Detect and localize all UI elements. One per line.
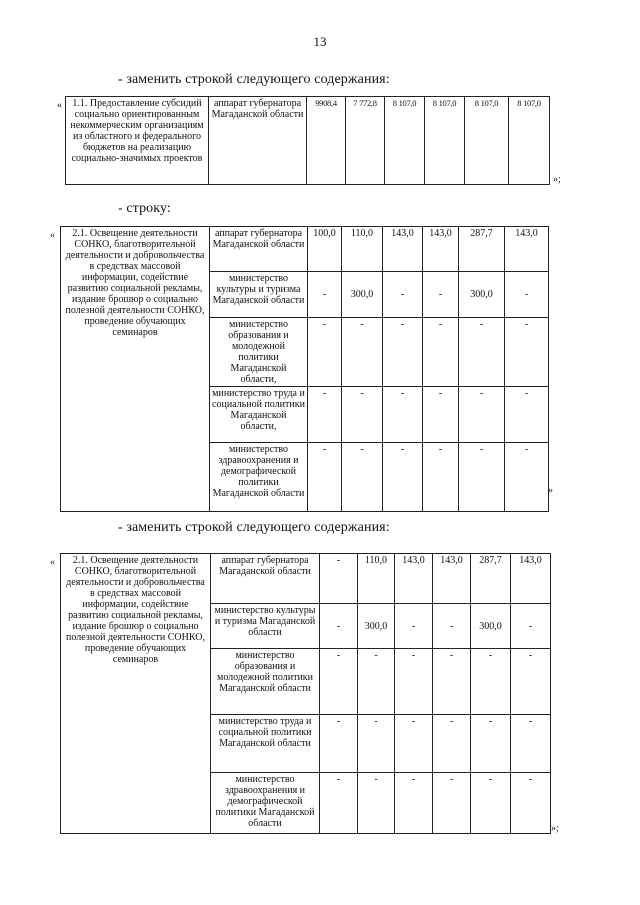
section3-value: - <box>471 649 511 715</box>
section2-value: 143,0 <box>505 227 549 272</box>
section2-value: 143,0 <box>423 227 459 272</box>
section2-value: - <box>308 387 342 443</box>
section3-value: - <box>511 649 551 715</box>
section2-value: - <box>423 387 459 443</box>
section2-description: 2.1. Освещение деятельности СОНКО, благотворительной деятельности и добровольчества в средствах массовой информации, содействие развитию социальной рекламы, издание брошюр о социально полезной деятельности СОНКО, проведение обучающих семинаров <box>61 227 210 512</box>
section2-value: - <box>423 318 459 387</box>
section2-value: 100,0 <box>308 227 342 272</box>
section3-value: - <box>511 604 551 649</box>
section3-close-quote: »; <box>551 823 559 834</box>
section3-value: 143,0 <box>511 554 551 604</box>
section1-value: 8 107,0 <box>385 97 425 185</box>
section3-value: - <box>433 715 471 773</box>
section3-value: - <box>433 604 471 649</box>
section2-executor: министерство труда и социальной политики Магаданской области, <box>210 387 308 443</box>
section3-heading: - заменить строкой следующего содержания: <box>118 520 390 535</box>
section1-value: 8 107,0 <box>425 97 465 185</box>
section2-value: - <box>459 318 505 387</box>
section1-close-quote: »; <box>553 174 561 185</box>
section3-description: 2.1. Освещение деятельности СОНКО, благотворительной деятельности и добровольчества в средствах массовой информации, содействие развитию социальной рекламы, издание брошюр о социально полезной деятельности СОНКО, проведение обучающих семинаров <box>61 554 211 834</box>
section3-value: 300,0 <box>471 604 511 649</box>
section3-value: - <box>433 773 471 834</box>
section1-table <box>65 96 550 185</box>
section3-row <box>61 554 551 604</box>
section1-row <box>66 97 550 185</box>
section2-value: 287,7 <box>459 227 505 272</box>
section1-value: 8 107,0 <box>465 97 509 185</box>
section2-value: - <box>342 387 383 443</box>
section3-value: - <box>395 604 433 649</box>
page-number: 13 <box>313 34 327 49</box>
section2-value: - <box>383 272 423 318</box>
section2-executor: министерство здравоохранения и демографической политики Магаданской области <box>210 443 308 512</box>
section3-value: - <box>358 649 395 715</box>
section3-table <box>60 553 551 834</box>
section2-open-quote: « <box>50 230 55 241</box>
section2-value: - <box>423 443 459 512</box>
section2-executor: министерство культуры и туризма Магаданской области <box>210 272 308 318</box>
section2-row <box>61 227 549 272</box>
section3-value: 287,7 <box>471 554 511 604</box>
section3-executor: министерство культуры и туризма Магаданской области <box>211 604 320 649</box>
section2-value: - <box>383 387 423 443</box>
section2-value: 110,0 <box>342 227 383 272</box>
section3-value: - <box>395 649 433 715</box>
section2-value: 143,0 <box>383 227 423 272</box>
section3-value: - <box>320 773 358 834</box>
section3-value: - <box>358 715 395 773</box>
section2-close-quote: » <box>548 485 553 496</box>
section2-value: - <box>505 272 549 318</box>
section3-value: 110,0 <box>358 554 395 604</box>
section2-value: - <box>423 272 459 318</box>
section3-executor: министерство труда и социальной политики Магаданской области <box>211 715 320 773</box>
section1-heading: - заменить строкой следующего содержания: <box>118 72 390 87</box>
section2-value: - <box>308 272 342 318</box>
section1-open-quote: « <box>57 100 62 111</box>
section2-executor: аппарат губернатора Магаданской области <box>210 227 308 272</box>
section2-value: - <box>505 318 549 387</box>
section3-value: - <box>471 715 511 773</box>
section3-value: - <box>395 715 433 773</box>
section2-heading: - строку: <box>118 201 171 216</box>
section3-executor: министерство здравоохранения и демографической политики Магаданской области <box>211 773 320 834</box>
section2-value: - <box>342 443 383 512</box>
section3-executor: аппарат губернатора Магаданской области <box>211 554 320 604</box>
section3-value: - <box>433 649 471 715</box>
section2-value: - <box>505 387 549 443</box>
section2-value: 300,0 <box>342 272 383 318</box>
section2-value: 300,0 <box>459 272 505 318</box>
section1-value: 7 772,8 <box>346 97 385 185</box>
section2-value: - <box>342 318 383 387</box>
section3-value: - <box>511 773 551 834</box>
section3-value: - <box>320 554 358 604</box>
section2-value: - <box>383 318 423 387</box>
section2-executor: министерство образования и молодежной политики Магаданской области, <box>210 318 308 387</box>
section2-value: - <box>308 318 342 387</box>
section2-value: - <box>308 443 342 512</box>
section2-value: - <box>505 443 549 512</box>
section1-value: 8 107,0 <box>509 97 550 185</box>
section3-open-quote: « <box>50 557 55 568</box>
section2-value: - <box>383 443 423 512</box>
section3-value: 300,0 <box>358 604 395 649</box>
section3-value: - <box>320 649 358 715</box>
section3-value: - <box>358 773 395 834</box>
section1-executor: аппарат губернатора Магаданской области <box>209 97 307 185</box>
section3-value: - <box>471 773 511 834</box>
section1-description: 1.1. Предоставление субсидий социально ориентированным некоммерческим организациям из областного и федерального бюджетов на реализацию социально-значимых проектов <box>66 97 209 185</box>
section2-value: - <box>459 443 505 512</box>
section1-value: 9908,4 <box>307 97 346 185</box>
section3-value: - <box>320 715 358 773</box>
section3-value: 143,0 <box>433 554 471 604</box>
section2-table <box>60 226 549 512</box>
section2-value: - <box>459 387 505 443</box>
section3-value: - <box>395 773 433 834</box>
section3-executor: министерство образования и молодежной политики Магаданской области <box>211 649 320 715</box>
section3-value: - <box>320 604 358 649</box>
section3-value: - <box>511 715 551 773</box>
section3-value: 143,0 <box>395 554 433 604</box>
